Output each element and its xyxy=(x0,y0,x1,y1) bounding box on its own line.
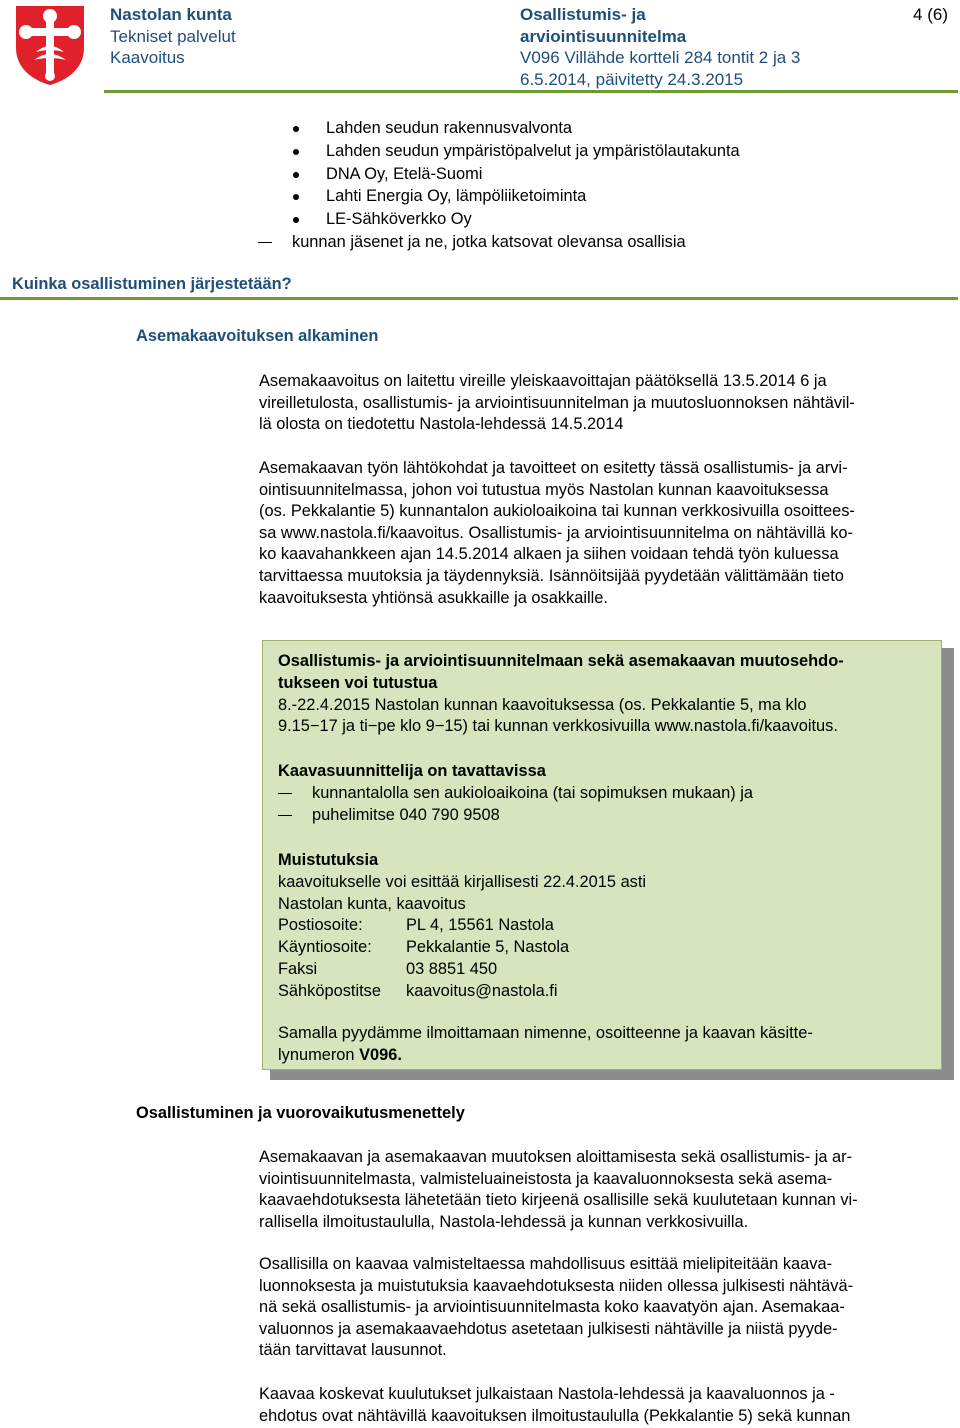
header-doc-title-1: Osallistumis- ja xyxy=(520,5,646,24)
dash-list-item: kunnan jäsenet ja ne, jotka katsovat olevansa osallisia xyxy=(258,231,686,253)
dash-icon xyxy=(278,815,292,817)
bullet-icon xyxy=(293,217,299,223)
section-title: Kuinka osallistuminen järjestetään? xyxy=(12,275,292,293)
interaction-paragraph-2: Osallisilla on kaavaa valmisteltaessa mahdollisuus esittää mielipiteitään kaava- luonnoksesta ja muistutuksia kaavaehdotuksesta niiden ollessa julkisesti nähtävä- nä sekä osallistumis- ja arviointisuunnitelmasta koko kaavatyön ajan. Asemakaa- valuonnos ja asemakaavaehdotus asetetaan julkisesti nähtäville ja niistä pyyde- tään tarvittavat lausunnot. xyxy=(259,1255,854,1360)
planner-section xyxy=(278,761,753,826)
list-item: Lahden seudun rakennusvalvonta xyxy=(290,117,740,140)
list-item: DNA Oy, Etelä-Suomi xyxy=(290,163,740,186)
header-doc-ref: V096 Villähde kortteli 284 tontit 2 ja 3 xyxy=(520,48,801,67)
stakeholder-list xyxy=(290,117,740,231)
planner-title: Kaavasuunnittelija on tavattavissa xyxy=(278,762,546,780)
dash-icon xyxy=(278,793,292,795)
info-box xyxy=(262,640,942,1070)
header-doc-title-2: arviointisuunnitelma xyxy=(520,26,687,46)
start-paragraph-1: Asemakaavoitus on laitettu vireille yleiskaavoittajan päätöksellä 13.5.2014 6 ja vireilletulosta, osallistumis- ja arviointisuunnitelman ja muutosluonnoksen nähtävil- lä olosta on tiedotettu Nastola-lehdessä 14.5.2014 xyxy=(259,372,855,434)
header-unit: Kaavoitus xyxy=(110,48,185,67)
bullet-icon xyxy=(293,194,299,200)
info-box-title: Osallistumis- ja arviointisuunnitelmaan sekä asemakaavan muutosehdo- tukseen voi tutustua 8.-22.4.2015 Nastolan kunnan kaavoituksessa (os. Pekkalantie 5, ma klo 9.15−17 ja ti−pe klo 9−15) tai kunnan verkkosivuilla www.nastola.fi/kaavoitus. xyxy=(278,652,844,736)
header-doc-block xyxy=(520,4,800,90)
contact-row: Käyntiosoite: Pekkalantie 5, Nastola xyxy=(278,938,570,957)
bullet-icon xyxy=(293,149,299,155)
section-divider xyxy=(0,297,958,300)
subsection-heading-interaction: Osallistuminen ja vuorovaikutusmenettely xyxy=(136,1104,465,1122)
closing-note: Samalla pyydämme ilmoittamaan nimenne, osoitteenne ja kaavan käsitte- lynumeron V096. xyxy=(278,1024,813,1064)
header-doc-date: 6.5.2014, päivitetty 24.3.2015 xyxy=(520,69,744,89)
memo-section: Muistutuksia kaavoitukselle voi esittää kirjallisesti 22.4.2015 asti Nastolan kunta, kaavoitus Postiosoite: PL 4, 15561 Nastola Käyntiosoite: Pekkalantie 5, Nastola Faksi 03 8851 450 Sähköpostitse kaavoitus@nastola.fi xyxy=(278,850,646,1003)
interaction-paragraph-1: Asemakaavan ja asemakaavan muutoksen aloittamisesta sekä osallistumis- ja ar- viointisuunnitelmasta, valmisteluaineistosta ja kaavaluonnoksesta sekä asema- kaavaehdotuksesta lähetetään tieto kirjeenä osallisille sekä kuulutetaan kunnan vi- rallisella ilmoitustaululla, Nastola-lehdessä ja kunnan verkkosivuilla. xyxy=(259,1148,858,1231)
memo-title: Muistutuksia xyxy=(278,851,379,869)
header-org-block xyxy=(110,4,236,69)
list-item: puhelimitse 040 790 9508 xyxy=(278,805,753,827)
list-item: Lahden seudun ympäristöpalvelut ja ympäristölautakunta xyxy=(290,140,740,163)
contact-row: Postiosoite: PL 4, 15561 Nastola xyxy=(278,916,554,935)
interaction-paragraph-3: Kaavaa koskevat kuulutukset julkaistaan Nastola-lehdessä ja kaavaluonnos ja - ehdotus ovat nähtävillä kaavoituksen ilmoitustaululla (Pekkalantie 5) sekä kunnan xyxy=(259,1385,851,1425)
subsection-heading-start: Asemakaavoituksen alkaminen xyxy=(136,327,379,345)
header-org: Nastolan kunta xyxy=(110,5,232,24)
bullet-icon xyxy=(293,126,299,132)
email-link[interactable]: kaavoitus@nastola.fi xyxy=(406,981,558,1000)
municipal-coat-of-arms-icon xyxy=(12,4,88,86)
page-number: 4 (6) xyxy=(913,5,948,24)
start-paragraph-2: Asemakaavan työn lähtökohdat ja tavoitteet on esitetty tässä osallistumis- ja arvi- ointisuunnitelmassa, johon voi tutustua myös Nastolan kunnan kaavoituksessa (os. Pekkalantie 5) kunnantalon aukioloaikoina tai kunnan verkkosivuilla osoittees- sa www.nastola.fi/kaavoitus. Osallistumis- ja arviointisuunnitelma on nähtävillä ko- ko kaavahankkeen ajan 14.5.2014 alkaen ja siihen voidaan tehdä työn kuluessa tarvittaessa muutoksia ja täydennyksiä. Isännöitsijää pyydetään välittämään tieto kaavoituksesta yhtiönsä asukkaille ja osakkaille. xyxy=(259,459,855,607)
list-item: kunnantalolla sen aukioloaikoina (tai sopimuksen mukaan) ja xyxy=(278,783,753,805)
dash-icon xyxy=(258,242,272,244)
header-divider xyxy=(104,90,958,93)
contact-row: Faksi 03 8851 450 xyxy=(278,959,498,978)
header-dept: Tekniset palvelut xyxy=(110,26,236,46)
contact-row: Sähköpostitse kaavoitus@nastola.fi xyxy=(278,981,646,1003)
bullet-icon xyxy=(293,172,299,178)
list-item: Lahti Energia Oy, lämpöliiketoiminta xyxy=(290,185,740,208)
list-item: LE-Sähköverkko Oy xyxy=(290,208,740,231)
